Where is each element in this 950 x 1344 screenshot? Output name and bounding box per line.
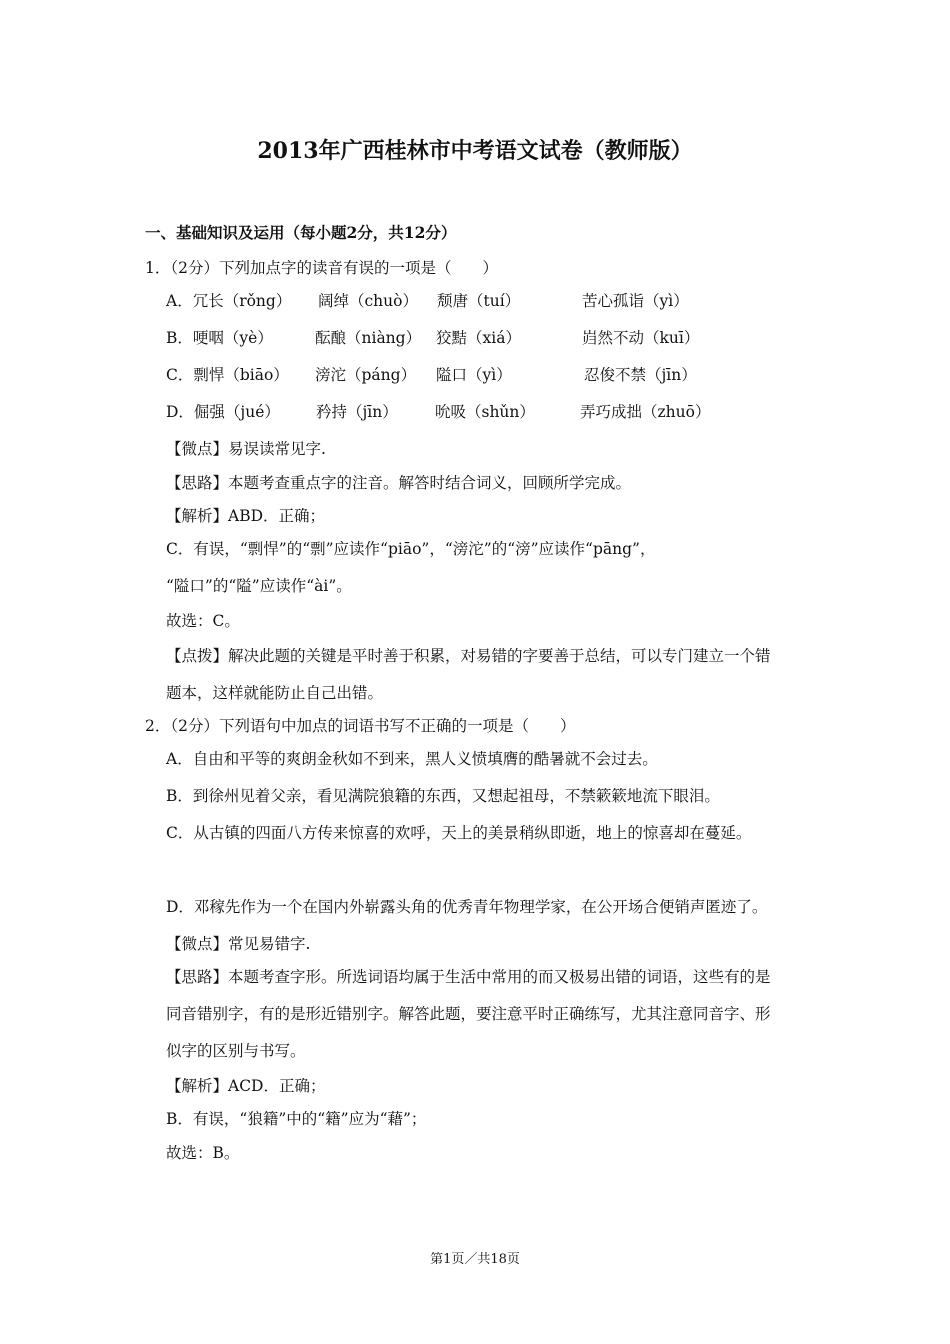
q1-dianbo-1: 【点拨】解决此题的关键是平时善于积累，对易错的字要善于总结，可以专门建立一个错 [166,647,771,665]
q1-jiexi-detail-1: C．有误，“剽悍”的“剽”应读作“piāo”，“滂沱”的“滂”应读作“pāng”， [166,540,656,558]
q1-answer: 故选：C。 [166,612,240,630]
q1-option-b: B．哽咽（yè） [166,329,273,347]
q1-option-a-word2: 阔绰（chuò） [318,292,418,310]
q1-dianbo-2: 题本，这样就能防止自己出错。 [166,684,384,702]
q1-option-c-word3: 隘口（yì） [436,366,512,384]
q2-silu-1: 【思路】本题考查字形。所选词语均属于生活中常用的而又极易出错的词语，这些有的是 [166,968,771,986]
q1-option-a: A．冗长（rǒng） [166,292,292,310]
q1-option-d: D．倔强（jué） [166,403,280,421]
q2-silu-3: 似字的区别与书写。 [166,1042,306,1060]
q1-option-d-word4: 弄巧成拙（zhuō） [580,403,711,421]
q2-kaodian: 【微点】常见易错字. [166,935,311,953]
q2-jiexi: 【解析】ACD．正确； [166,1077,326,1095]
q1-option-c: C．剽悍（biāo） [166,366,289,384]
q1-option-d-word2: 矜持（jīn） [316,403,398,421]
q2-option-a: A．自由和平等的爽朗金秋如不到来，黑人义愤填膺的酷暑就不会过去。 [166,750,658,768]
q1-option-b-word2: 酝酿（niàng） [315,329,422,347]
section-heading: 一、基础知识及运用（每小题2分，共12分） [145,223,457,242]
q2-option-b: B．到徐州见着父亲，看见满院狼籍的东西，又想起祖母，不禁簌簌地流下眼泪。 [166,787,720,805]
q2-jiexi-detail: B．有误，“狼籍”中的“籍”应为“藉”； [166,1110,427,1128]
q2-option-d: D．邓稼先作为一个在国内外崭露头角的优秀青年物理学家，在公开场合便销声匿迹了。 [166,898,768,916]
q1-option-d-word3: 吮吸（shǔn） [435,403,535,421]
q2-answer: 故选：B。 [166,1144,240,1162]
q1-jiexi: 【解析】ABD．正确； [166,507,326,525]
q1-kaodian: 【微点】易误读常见字. [166,440,326,458]
q2-option-c: C．从古镇的四面八方传来惊喜的欢呼，天上的美景稍纵即逝，地上的惊喜却在蔓延。 [166,824,752,842]
q1-option-a-word4: 苦心孤诣（yì） [582,292,689,310]
q1-silu: 【思路】本题考查重点字的注音。解答时结合词义，回顾所学完成。 [166,474,632,492]
question-1-stem: 1．（2分）下列加点字的读音有误的一项是（ ） [145,259,498,277]
page-title: 2013年广西桂林市中考语文试卷（教师版） [257,138,693,164]
q2-silu-2: 同音错别字，有的是形近错别字。解答此题，要注意平时正确练写，尤其注意同音字、形 [166,1005,771,1023]
q1-jiexi-detail-2: “隘口”的“隘”应读作“ài”。 [166,577,352,595]
q1-option-c-word2: 滂沱（páng） [315,366,417,384]
q1-option-b-word4: 岿然不动（kuī） [582,329,700,347]
page-footer: 第1页／共18页 [430,1252,520,1267]
q1-option-b-word3: 狡黠（xiá） [436,329,521,347]
q1-option-c-word4: 忍俊不禁（jīn） [584,366,697,384]
question-2-stem: 2．（2分）下列语句中加点的词语书写不正确的一项是（ ） [145,717,576,735]
q1-option-a-word3: 颓唐（tuí） [437,292,521,310]
